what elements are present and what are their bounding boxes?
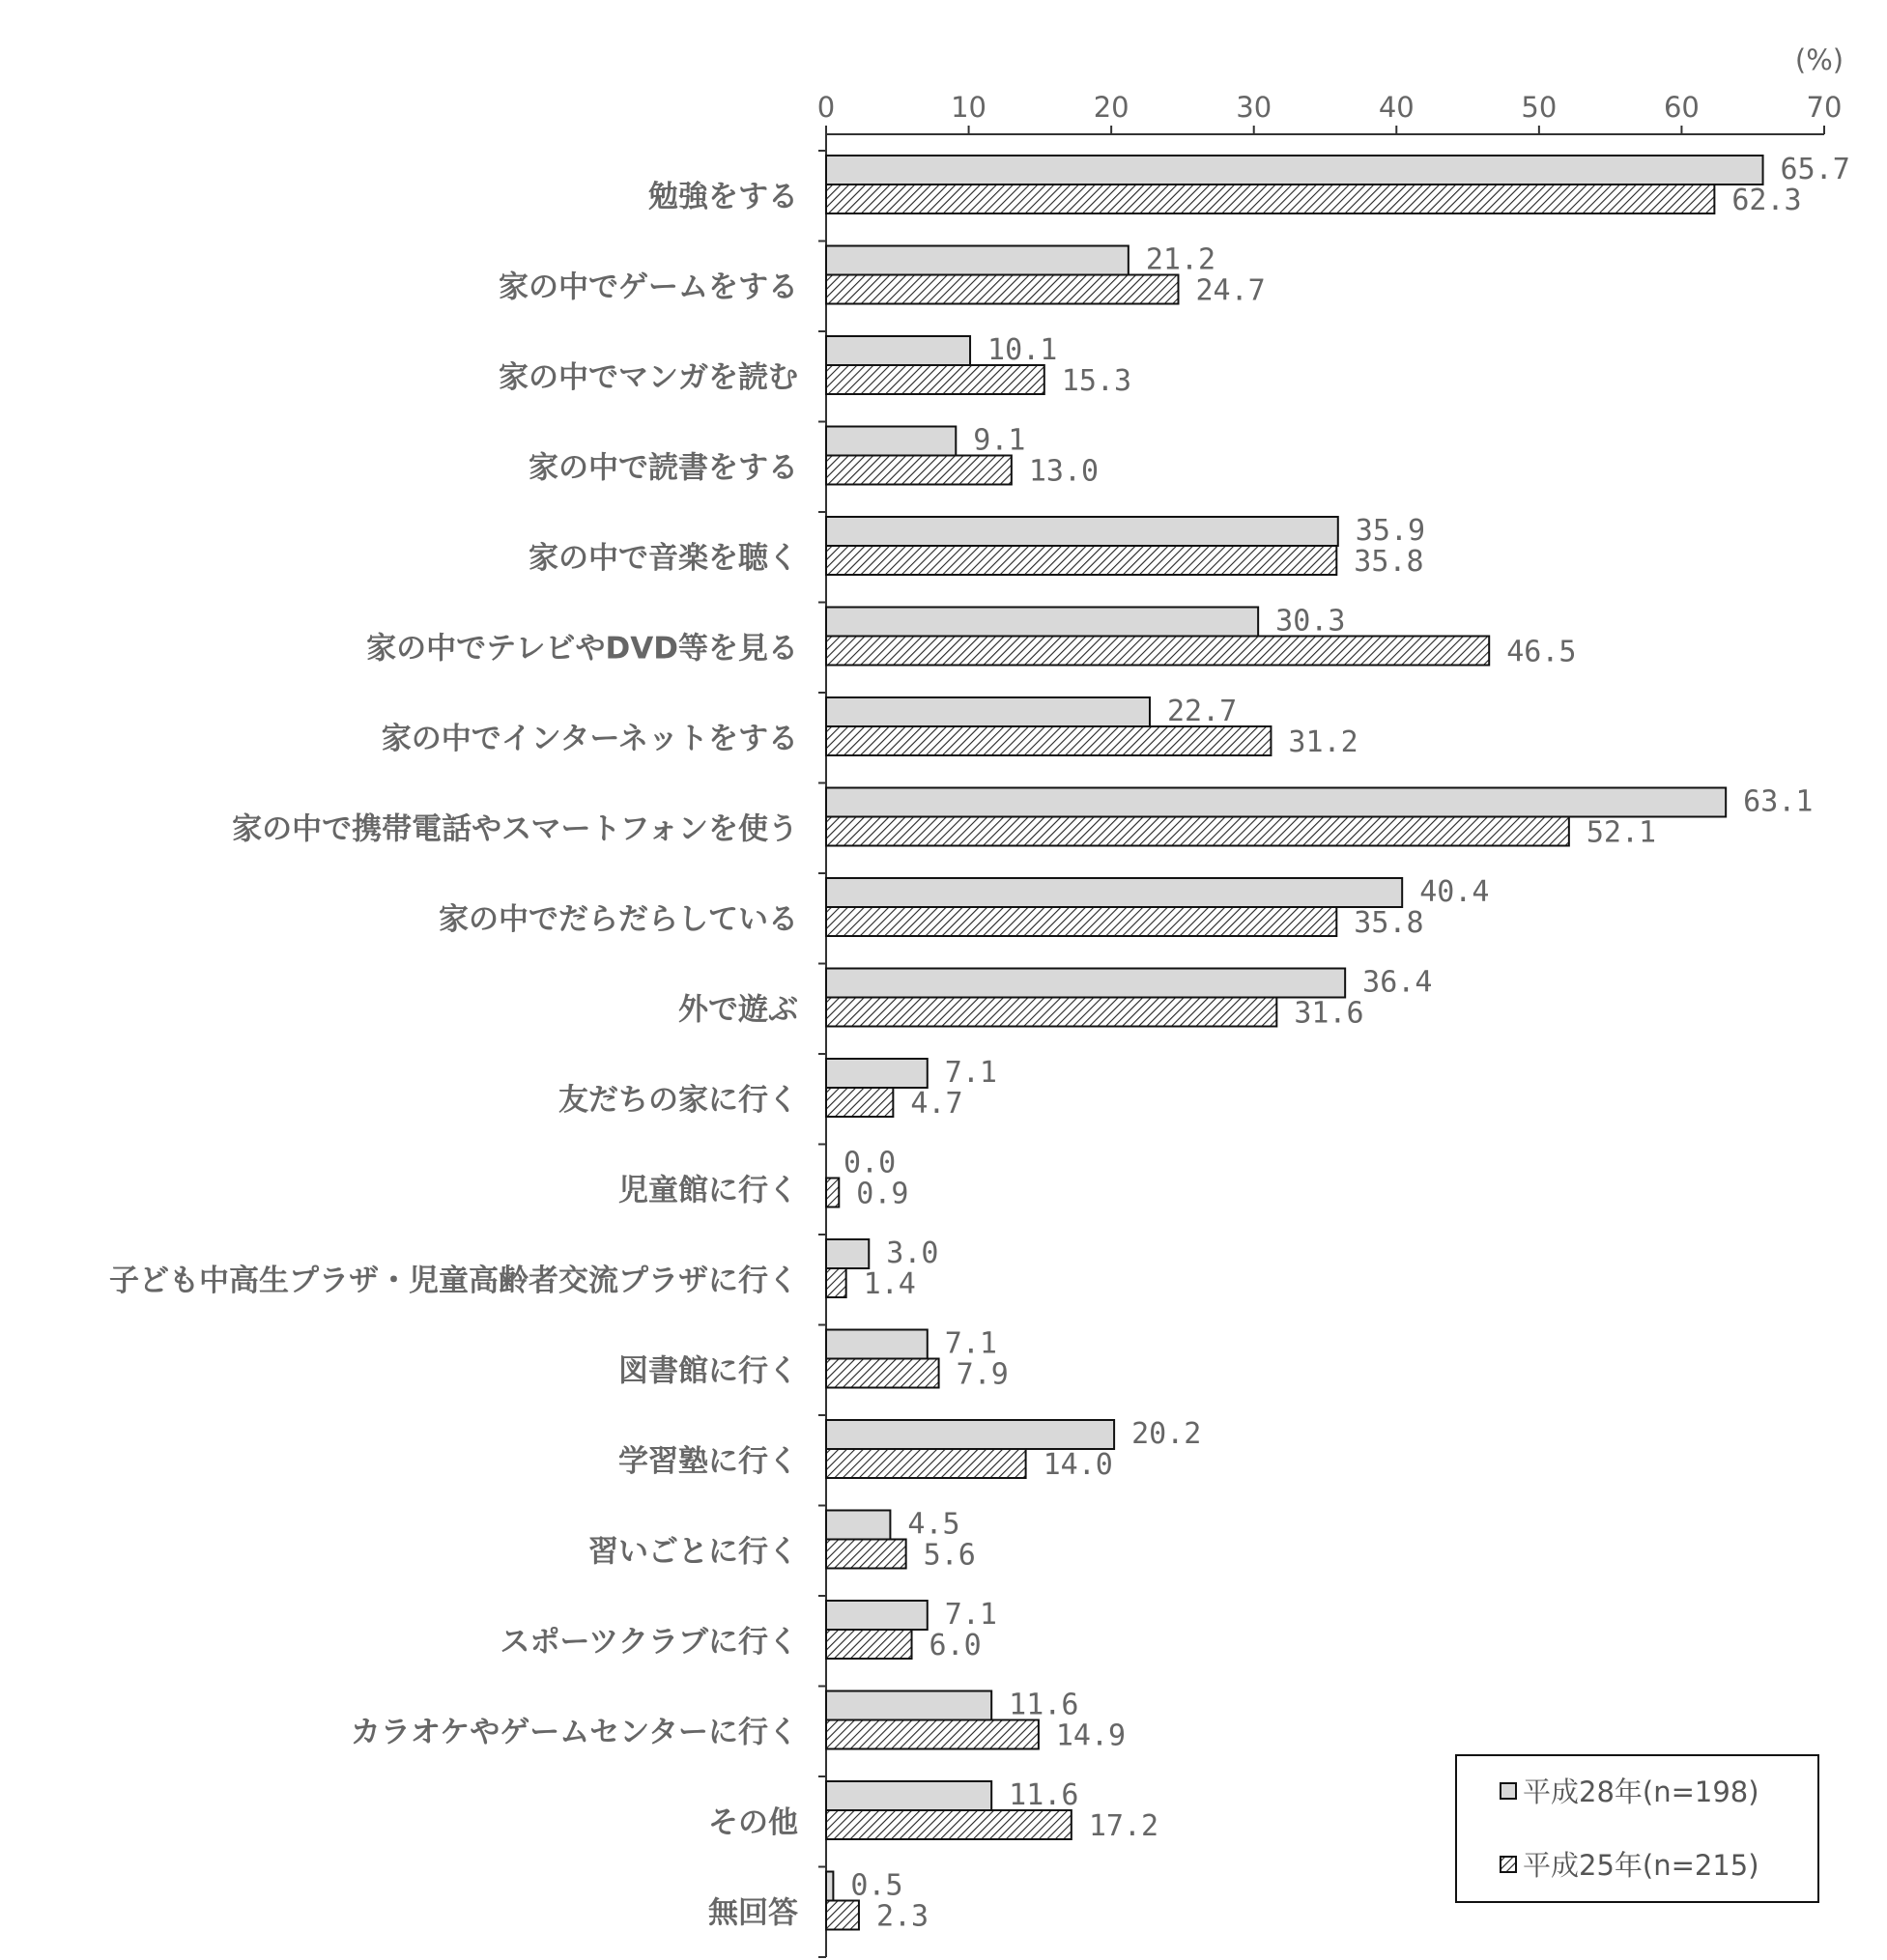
value-label-h25: 62.3 (1731, 184, 1802, 217)
legend-swatch-h25 (1501, 1857, 1516, 1872)
category-label: 友だちの家に行く (558, 1082, 798, 1118)
category-label: カラオケやゲームセンターに行く (350, 1715, 798, 1750)
x-tick-label: 20 (1093, 91, 1129, 124)
value-label-h28: 11.6 (1009, 1778, 1079, 1812)
value-label-h25: 17.2 (1088, 1809, 1159, 1843)
value-label-h28: 36.4 (1362, 965, 1433, 1000)
bar-h25 (826, 726, 1271, 755)
category-label: スポーツクラブに行く (500, 1624, 798, 1660)
legend-label-h25: 平成25年(n=215) (1523, 1849, 1759, 1882)
category-label: 家の中で音楽を聴く (529, 540, 798, 576)
value-label-h25: 15.3 (1061, 364, 1132, 398)
bar-h28 (826, 1601, 928, 1630)
bar-h28 (826, 1420, 1114, 1449)
value-label-h25: 31.6 (1294, 996, 1364, 1031)
bar-h25 (826, 456, 1012, 485)
value-label-h28: 30.3 (1275, 604, 1346, 639)
bar-h25 (826, 1359, 939, 1388)
bar-h28 (826, 1781, 991, 1810)
value-label-h25: 14.0 (1043, 1448, 1113, 1482)
value-label-h28: 4.5 (907, 1507, 960, 1542)
bar-h25 (826, 1720, 1039, 1749)
bar-h25 (826, 637, 1489, 666)
bar-h25 (826, 1810, 1072, 1839)
bar-h28 (826, 969, 1345, 998)
value-label-h28: 63.1 (1743, 784, 1814, 819)
x-tick-label: 10 (951, 91, 987, 124)
bar-h28 (826, 1872, 833, 1901)
bar-h28 (826, 878, 1402, 907)
bar-h28 (826, 156, 1763, 185)
value-label-h28: 10.1 (987, 333, 1058, 367)
value-label-h25: 24.7 (1195, 273, 1266, 308)
value-label-h28: 11.6 (1009, 1688, 1079, 1722)
bar-h25 (826, 546, 1336, 575)
value-label-h25: 7.9 (956, 1357, 1009, 1392)
bar-h28 (826, 517, 1338, 546)
bar-h25 (826, 1268, 846, 1297)
legend (1456, 1755, 1818, 1902)
value-label-h25: 31.2 (1288, 725, 1358, 759)
value-label-h28: 3.0 (886, 1236, 939, 1270)
category-label: 家の中でだらだらしている (439, 901, 798, 937)
bar-h28 (826, 336, 970, 365)
category-label: その他 (708, 1804, 798, 1840)
category-label: 学習塾に行く (618, 1443, 798, 1479)
x-tick-label: 40 (1378, 91, 1415, 124)
category-label: 外で遊ぶ (678, 992, 798, 1028)
bar-h25 (826, 275, 1179, 304)
bar-h28 (826, 1691, 991, 1720)
bar-h25 (826, 1540, 906, 1569)
x-tick-label: 70 (1806, 91, 1843, 124)
legend-swatch-h28 (1501, 1783, 1516, 1799)
category-label: 家の中で読書をする (529, 450, 798, 486)
category-label: 家の中で携帯電話やスマートフォンを使う (232, 811, 798, 847)
bar-h25 (826, 1901, 859, 1930)
x-tick-label: 60 (1663, 91, 1700, 124)
category-label: 家の中でマンガを読む (499, 359, 798, 395)
value-label-h28: 7.1 (944, 1598, 997, 1632)
x-tick-label: 50 (1521, 91, 1558, 124)
value-label-h25: 6.0 (929, 1629, 982, 1662)
value-label-h28: 7.1 (944, 1326, 997, 1361)
value-label-h28: 65.7 (1780, 153, 1850, 186)
bar-h25 (826, 1449, 1026, 1478)
category-label: 家の中でテレビやDVD等を見る (366, 631, 798, 667)
category-label: 子ども中高生プラザ・児童高齢者交流プラザに行く (109, 1263, 798, 1298)
value-label-h28: 20.2 (1131, 1417, 1202, 1451)
value-label-h28: 9.1 (973, 423, 1026, 458)
bar-h25 (826, 907, 1336, 936)
bar-h25 (826, 365, 1044, 394)
unit-label: (%) (1794, 43, 1844, 76)
category-label: 習いごとに行く (588, 1534, 798, 1570)
x-tick-label: 0 (816, 91, 836, 124)
value-label-h25: 14.9 (1055, 1719, 1127, 1753)
category-label: 家の中でインターネットをする (381, 721, 798, 756)
category-label: 図書館に行く (618, 1353, 798, 1389)
bar-h28 (826, 608, 1258, 637)
value-label-h25: 2.3 (875, 1899, 929, 1934)
value-label-h28: 22.7 (1166, 695, 1238, 728)
value-label-h25: 1.4 (863, 1267, 916, 1301)
value-label-h25: 46.5 (1506, 635, 1577, 669)
value-label-h28: 40.4 (1419, 875, 1490, 909)
category-label: 無回答 (708, 1895, 798, 1931)
value-label-h25: 35.8 (1354, 906, 1424, 940)
value-label-h25: 13.0 (1028, 454, 1100, 489)
value-label-h28: 7.1 (944, 1056, 997, 1090)
bar-h25 (826, 1179, 839, 1207)
category-label: 家の中でゲームをする (499, 270, 798, 305)
category-label: 勉強をする (648, 179, 798, 214)
legend-label-h28: 平成28年(n=198) (1523, 1775, 1759, 1808)
value-label-h28: 0.0 (843, 1146, 897, 1180)
value-label-h25: 5.6 (923, 1538, 976, 1573)
bar-h28 (826, 1511, 890, 1540)
value-label-h28: 0.5 (850, 1868, 903, 1903)
value-label-h28: 21.2 (1145, 242, 1216, 277)
value-label-h25: 4.7 (910, 1087, 963, 1121)
category-label: 児童館に行く (618, 1173, 798, 1208)
bar-h28 (826, 1239, 869, 1268)
value-label-h25: 52.1 (1586, 815, 1657, 850)
bar-h25 (826, 1088, 893, 1117)
bar-h25 (826, 1630, 912, 1659)
bar-h25 (826, 998, 1276, 1027)
bar-h28 (826, 246, 1129, 275)
value-label-h25: 0.9 (856, 1177, 909, 1211)
bar-h28 (826, 1330, 928, 1359)
bar-h28 (826, 427, 956, 456)
value-label-h28: 35.9 (1355, 514, 1426, 548)
bar-h25 (826, 185, 1714, 213)
bar-h25 (826, 817, 1569, 846)
bar-h28 (826, 697, 1150, 726)
x-tick-label: 30 (1236, 91, 1272, 124)
bar-h28 (826, 1059, 928, 1088)
value-label-h25: 35.8 (1354, 545, 1424, 579)
bar-h28 (826, 788, 1726, 817)
